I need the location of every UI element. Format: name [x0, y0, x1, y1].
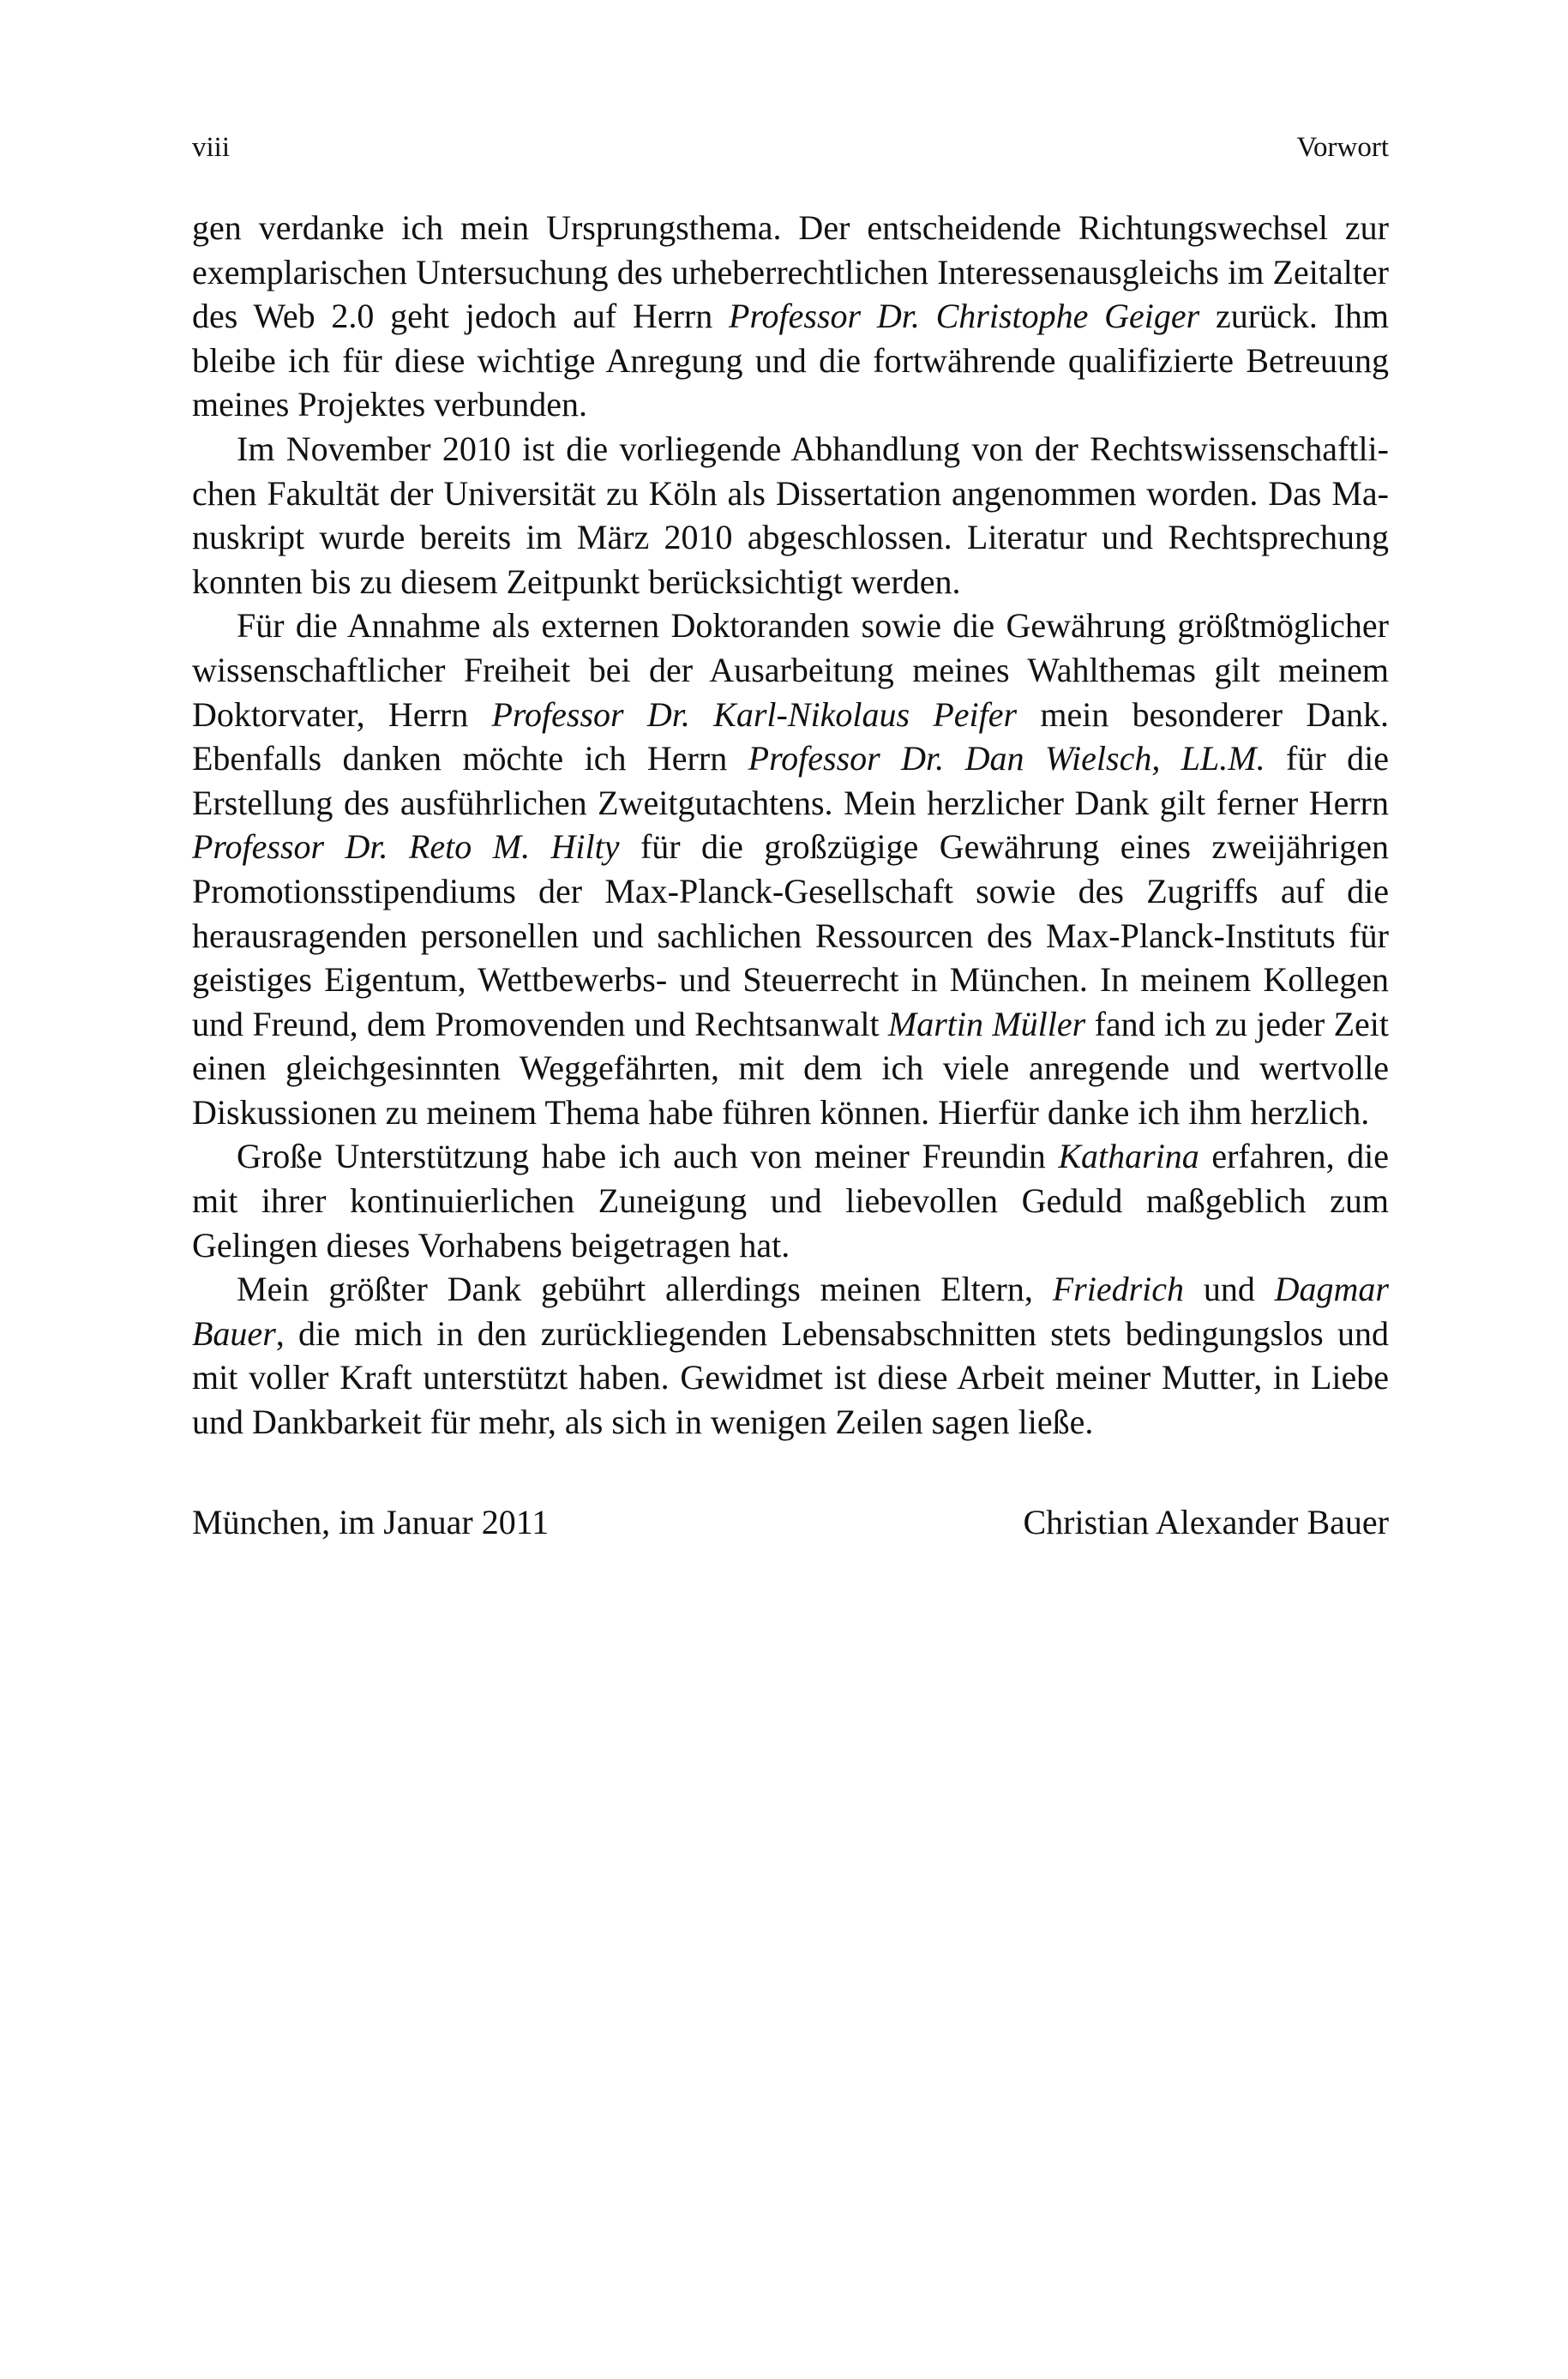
text-run: , die mich in den zurückliegenden Lebensabschnitten stets bedingungslos und mit voller Kraft unterstützt haben. Gewidmet ist diese Arbeit meiner Mutter, in Liebe und Dankbarkeit für mehr, als sich in wenigen Zeilen sagen ließe. — [192, 1313, 1389, 1442]
italic-name: Dagmar Bauer — [192, 1270, 1389, 1353]
paragraph — [192, 1267, 1389, 1444]
author-name: Christian Alexander Bauer — [1023, 1503, 1389, 1541]
paragraph — [192, 1134, 1389, 1267]
italic-name: Professor Dr. Karl-Nikolaus Peifer — [491, 694, 1018, 734]
section-title: Vorwort — [1296, 132, 1389, 163]
text-run: erfahren, die mit ihrer kontinuierlichen Zuneigung und liebevollen Geduld maßgeblich zum Gelingen dieses Vorhabens beigetragen hat. — [192, 1137, 1389, 1265]
text-run: Große Unterstützung habe ich auch von meiner Freundin — [237, 1137, 1059, 1176]
signature-line — [192, 1499, 1389, 1547]
text-run: und — [1184, 1270, 1275, 1309]
text-run: Mein größter Dank gebührt allerdings meinen Eltern, — [237, 1270, 1053, 1309]
body-text — [192, 206, 1389, 1445]
place-and-date: München, im Januar 2011 — [192, 1503, 550, 1541]
running-head — [192, 127, 1389, 168]
italic-name: Katharina — [1058, 1137, 1199, 1176]
text-run: gen verdanke ich mein Ursprungsthema. Der entscheidende Richtungswechsel zur exemplarischen Untersuchung des urheberrechtlichen Interessenausgleichs im Zeitalter des Web 2.0 geht jedoch auf Herrn — [192, 208, 1389, 336]
text-run: für die großzügige Gewährung eines zweijährigen Promotionsstipendiums der Max-Planck-Gesellschaft sowie des Zugriffs auf die herausragenden personellen und sachlichen Ressourcen des Max-Planck-Instituts für geistiges Eigentum, Wettbewerbs- und Steuerrecht in München. In meinem Kollegen und Freund, dem Promovenden und Rechtsanwalt — [192, 827, 1389, 1043]
italic-name: Friedrich — [1052, 1270, 1185, 1309]
text-run: mein besonderer Dank. Ebenfalls danken möchte ich Herrn — [192, 694, 1389, 778]
paragraph — [192, 604, 1389, 1134]
paragraph — [192, 206, 1389, 427]
page-number: viii — [192, 132, 231, 163]
italic-name: Professor Dr. Dan Wielsch, LL.M. — [748, 739, 1265, 778]
text-run: fand ich zu jeder Zeit einen gleichgesinnten Weggefährten, mit dem ich viele anregende und wertvolle Diskussionen zu meinem Thema habe führen können. Hierfür danke ich ihm herzlich. — [192, 1004, 1389, 1132]
italic-name: Martin Müller — [887, 1004, 1086, 1043]
text-run: zurück. Ihm bleibe ich für diese wichtige Anregung und die fortwährende qualifizierte Betreuung meines Projektes verbunden. — [192, 297, 1390, 424]
paragraph — [192, 427, 1389, 604]
text-run: Für die Annahme als externen Doktoranden sowie die Gewährung größtmöglicher wissenschaftlicher Freiheit bei der Ausarbeitung meines Wahlthemas gilt meinem Doktorvater, Herrn — [192, 606, 1389, 734]
text-run: Im November 2010 ist die vorliegende Abhandlung von der Rechtswissenschaftlichen Fakultät der Universität zu Köln als Dissertation angenommen worden. Das Manuskript wurde bereits im März 2010 abgeschlossen. Literatur und Rechtsprechung konnten bis zu diesem Zeitpunkt berücksichtigt werden. — [192, 429, 1389, 601]
italic-name: Professor Dr. Reto M. Hilty — [192, 827, 620, 867]
text-run: für die Erstellung des ausführlichen Zweitgutachtens. Mein herzlicher Dank gilt ferner Herrn — [192, 739, 1389, 822]
italic-name: Professor Dr. Christophe Geiger — [729, 297, 1200, 336]
